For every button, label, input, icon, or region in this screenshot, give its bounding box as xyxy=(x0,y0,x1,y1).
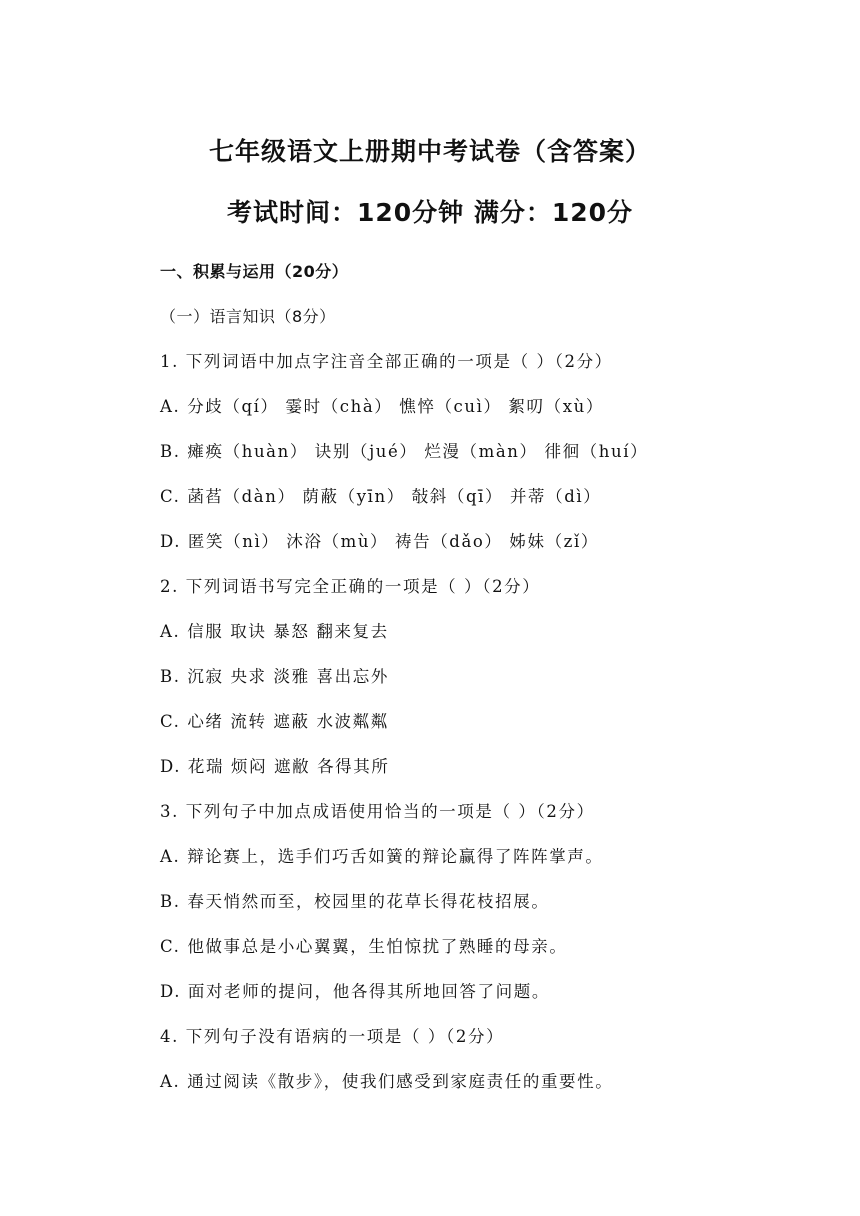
exam-info: 考试时间：120分钟 满分：120分 xyxy=(226,198,634,227)
question-3: 3. 下列句子中加点成语使用恰当的一项是（ ）（2分） xyxy=(160,802,595,821)
question-3-option-b: B. 春天悄然而至，校园里的花草长得花枝招展。 xyxy=(160,892,550,911)
question-1-option-c: C. 菡萏（dàn） 荫蔽（yīn） 敧斜（qī） 并蒂（dì） xyxy=(160,487,602,506)
question-2-option-c: C. 心绪 流转 遮蔽 水波粼粼 xyxy=(160,712,389,731)
question-3-option-a: A. 辩论赛上，选手们巧舌如簧的辩论赢得了阵阵掌声。 xyxy=(160,847,604,866)
question-1: 1. 下列词语中加点字注音全部正确的一项是（ ）（2分） xyxy=(160,352,613,371)
exam-title: 七年级语文上册期中考试卷（含答案） xyxy=(208,137,651,166)
question-4: 4. 下列句子没有语病的一项是（ ）（2分） xyxy=(160,1027,505,1046)
question-3-option-c: C. 他做事总是小心翼翼，生怕惊扰了熟睡的母亲。 xyxy=(160,937,568,956)
question-3-option-d: D. 面对老师的提问，他各得其所地回答了问题。 xyxy=(160,982,550,1001)
section-heading: 一、积累与运用（20分） xyxy=(160,262,349,281)
question-2-option-b: B. 沉寂 央求 淡雅 喜出忘外 xyxy=(160,667,389,686)
question-2-option-d: D. 花瑞 烦闷 遮敝 各得其所 xyxy=(160,757,390,776)
question-1-option-a: A. 分歧（qí） 霎时（chà） 憔悴（cuì） 絮叨（xù） xyxy=(160,397,604,416)
question-2: 2. 下列词语书写完全正确的一项是（ ）（2分） xyxy=(160,577,541,596)
question-1-option-d: D. 匿笑（nì） 沐浴（mù） 祷告（dǎo） 姊妹（zǐ） xyxy=(160,532,599,551)
question-4-option-a: A. 通过阅读《散步》，使我们感受到家庭责任的重要性。 xyxy=(160,1072,614,1091)
question-2-option-a: A. 信服 取诀 暴怒 翻来复去 xyxy=(160,622,389,641)
subsection-heading: （一）语言知识（8分） xyxy=(160,307,336,326)
question-1-option-b: B. 瘫痪（huàn） 诀别（jué） 烂漫（màn） 徘徊（huí） xyxy=(160,442,649,461)
